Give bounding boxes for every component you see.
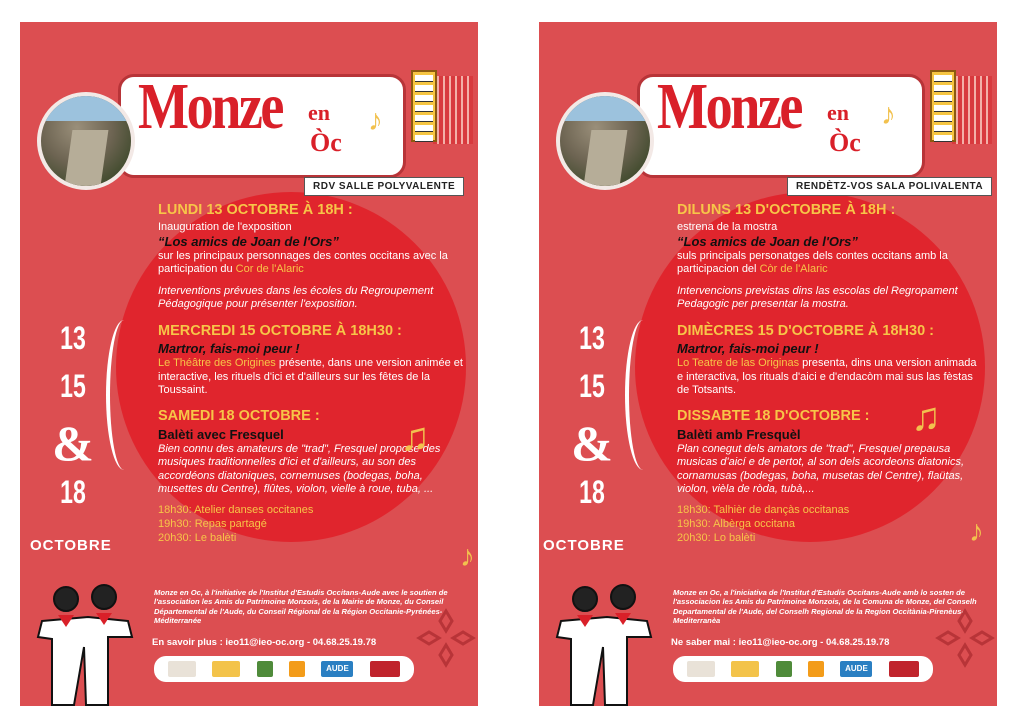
date-18: 18 — [579, 474, 605, 510]
event-1-line: estrena de la mostra — [677, 220, 778, 233]
month-label: OCTOBRE — [543, 537, 625, 554]
event-1-line: Inauguration de l'exposition — [158, 220, 292, 233]
event-1-choir: Còr de l'Alaric — [759, 263, 828, 276]
aude-logo: AUDE — [840, 661, 872, 677]
event-3-show: Balèti avec Fresquel — [158, 426, 284, 442]
music-notes-icon: ♫ — [911, 395, 941, 439]
monze-crest-logo — [257, 661, 273, 677]
bracket-decoration — [106, 320, 142, 470]
music-note-icon: ♪ — [969, 515, 984, 548]
poster-occitan — [539, 22, 997, 706]
dancers-illustration — [28, 577, 140, 706]
contact-info: En savoir plus : ieo11@ieo-oc.org - 04.68.25.19.78 — [152, 637, 377, 648]
date-15: 15 — [579, 368, 605, 404]
event-1 — [158, 202, 463, 312]
events — [158, 202, 463, 546]
contact-info: Ne saber mai : ieo11@ieo-oc.org - 04.68.25.19.78 — [671, 637, 890, 648]
event-1-heading: DILUNS 13 D'OCTOBRE À 18H : — [677, 202, 896, 218]
event-2 — [158, 323, 463, 398]
footer-text: Monze en Oc, a l'iniciativa de l'Institut d'Estudis Occitans-Aude amb lo sosten de l'associacion les Amis du Patrimoine Monzois, de la Comuna de Monze, del Conselh Departamental de l'Aude, del Conselh Regional de la Region Occitània-Pirenèus-Mediterranèa — [673, 588, 977, 625]
event-1-heading: LUNDI 13 OCTOBRE À 18H : — [158, 202, 353, 218]
aude-logo: AUDE — [321, 661, 353, 677]
event-3-show: Balèti amb Fresquèl — [677, 426, 801, 442]
event-3-heading: SAMEDI 18 OCTOBRE : — [158, 408, 320, 425]
village-photo — [37, 92, 135, 190]
event-3-schedule: 18h30: Atelier danses occitanes 19h30: Repas partagé 20h30: Le balèti — [158, 504, 314, 544]
region-occitanie-logo — [370, 661, 400, 677]
date-ampersand: & — [571, 415, 613, 471]
event-2-heading: DIMÈCRES 15 D'OCTOBRE À 18H30 : — [677, 322, 934, 339]
dates-column — [559, 322, 625, 524]
date-15: 15 — [60, 368, 86, 404]
date-ampersand: & — [52, 415, 94, 471]
event-2-desc: Le Théâtre des Origines présente, dans une version animée et interactive, les rituels d'ici et d'ailleurs sur les fêtes de la Toussaint. — [158, 357, 463, 396]
music-note-icon: ♪ — [881, 98, 896, 131]
venue-label: RENDÈTZ-VOS SALA POLIVALENTA — [787, 177, 992, 196]
title-en: en — [308, 100, 330, 125]
ieo-logo — [168, 661, 196, 677]
title-monze: Monze — [138, 70, 282, 143]
event-2 — [677, 323, 982, 398]
event-1-show: “Los amics de Joan de l'Ors” — [158, 234, 339, 250]
dancers-illustration — [547, 577, 659, 706]
events — [677, 202, 982, 546]
region-occitanie-logo — [889, 661, 919, 677]
event-1-desc: suls principals personatges dels contes occitans amb la participacion del Còr de l'Alaric — [677, 249, 948, 276]
event-3-desc: Plan conegut dels amators de "trad", Fresquel prepausa musicas d'aicí e de pertot, al son dels acordeons diatonics, cornamusas (bodegas, boha, musetas del Centre), flaütas, violon, vièla de ròda, tubà,... — [677, 442, 965, 496]
event-2-heading: MERCREDI 15 OCTOBRE À 18H30 : — [158, 322, 402, 339]
title-oc: Òc — [310, 128, 342, 157]
poster-french — [20, 22, 478, 706]
title-en: en — [827, 100, 849, 125]
music-note-icon: ♪ — [460, 540, 475, 573]
accordion-icon — [922, 70, 992, 148]
department-logo — [289, 661, 305, 677]
occitan-cross-icon — [934, 607, 996, 669]
accordion-icon — [403, 70, 473, 148]
department-logo — [808, 661, 824, 677]
date-13: 13 — [579, 320, 605, 356]
event-2-desc: Lo Teatre de las Originas presenta, dins una version animada e interactiva, los rituals d'aici e d'endacòm mai sus las fèstas de Totsants. — [677, 357, 977, 396]
patrimoine-logo — [731, 661, 759, 677]
music-notes-icon: ♫ — [400, 415, 430, 459]
title-monze: Monze — [657, 70, 801, 143]
event-1-show: “Los amics de Joan de l'Ors” — [677, 234, 858, 250]
village-photo — [556, 92, 654, 190]
venue-label: RDV SALLE POLYVALENTE — [304, 177, 464, 196]
date-13: 13 — [60, 320, 86, 356]
patrimoine-logo — [212, 661, 240, 677]
date-18: 18 — [60, 474, 86, 510]
event-3-schedule: 18h30: Talhièr de dançàs occitanas 19h30: Albèrga occitana 20h30: Lo balèti — [677, 504, 850, 544]
month-label: OCTOBRE — [30, 537, 112, 554]
music-note-icon: ♪ — [368, 104, 383, 137]
event-3-desc: Bien connu des amateurs de "trad", Fresquel propose des musiques traditionnelles d'ici et d'ailleurs, au son des accordéons diatoniques, cornemuses (bodegas, boha, musettes du Centre), flûtes, violon, vielle à roue, tuba, ... — [158, 442, 441, 496]
bracket-decoration — [625, 320, 661, 470]
monze-crest-logo — [776, 661, 792, 677]
sponsor-logos — [673, 656, 933, 682]
occitan-cross-icon — [415, 607, 477, 669]
sponsor-logos — [154, 656, 414, 682]
event-1-choir: Cor de l'Alaric — [235, 263, 304, 276]
event-2-show: Martror, fais-moi peur ! — [158, 341, 300, 357]
ieo-logo — [687, 661, 715, 677]
event-1-note: Intervencions previstas dins las escolas del Regropament Pedagogic per presentar la mostra. — [677, 284, 958, 311]
event-3-heading: DISSABTE 18 D'OCTOBRE : — [677, 408, 870, 425]
title-oc: Òc — [829, 128, 861, 157]
dates-column — [40, 322, 106, 524]
footer-text: Monze en Oc, à l'initiative de l'Institut d'Estudis Occitans-Aude avec le soutien de l'association les Amis du Patrimoine Monzois, de la Mairie de Monze, du Conseil Départemental de l'Aude, du Conseil Régional de la Région Occitanie-Pyrénées-Méditerranée — [154, 588, 448, 625]
event-1-desc: sur les principaux personnages des contes occitans avec la participation du Cor de l'Alaric — [158, 249, 448, 276]
event-2-show: Martror, fais-moi peur ! — [677, 341, 819, 357]
event-1-note: Interventions prévues dans les écoles du Regroupement Pédagogique pour présenter l'exposition. — [158, 284, 434, 311]
event-1 — [677, 202, 982, 312]
